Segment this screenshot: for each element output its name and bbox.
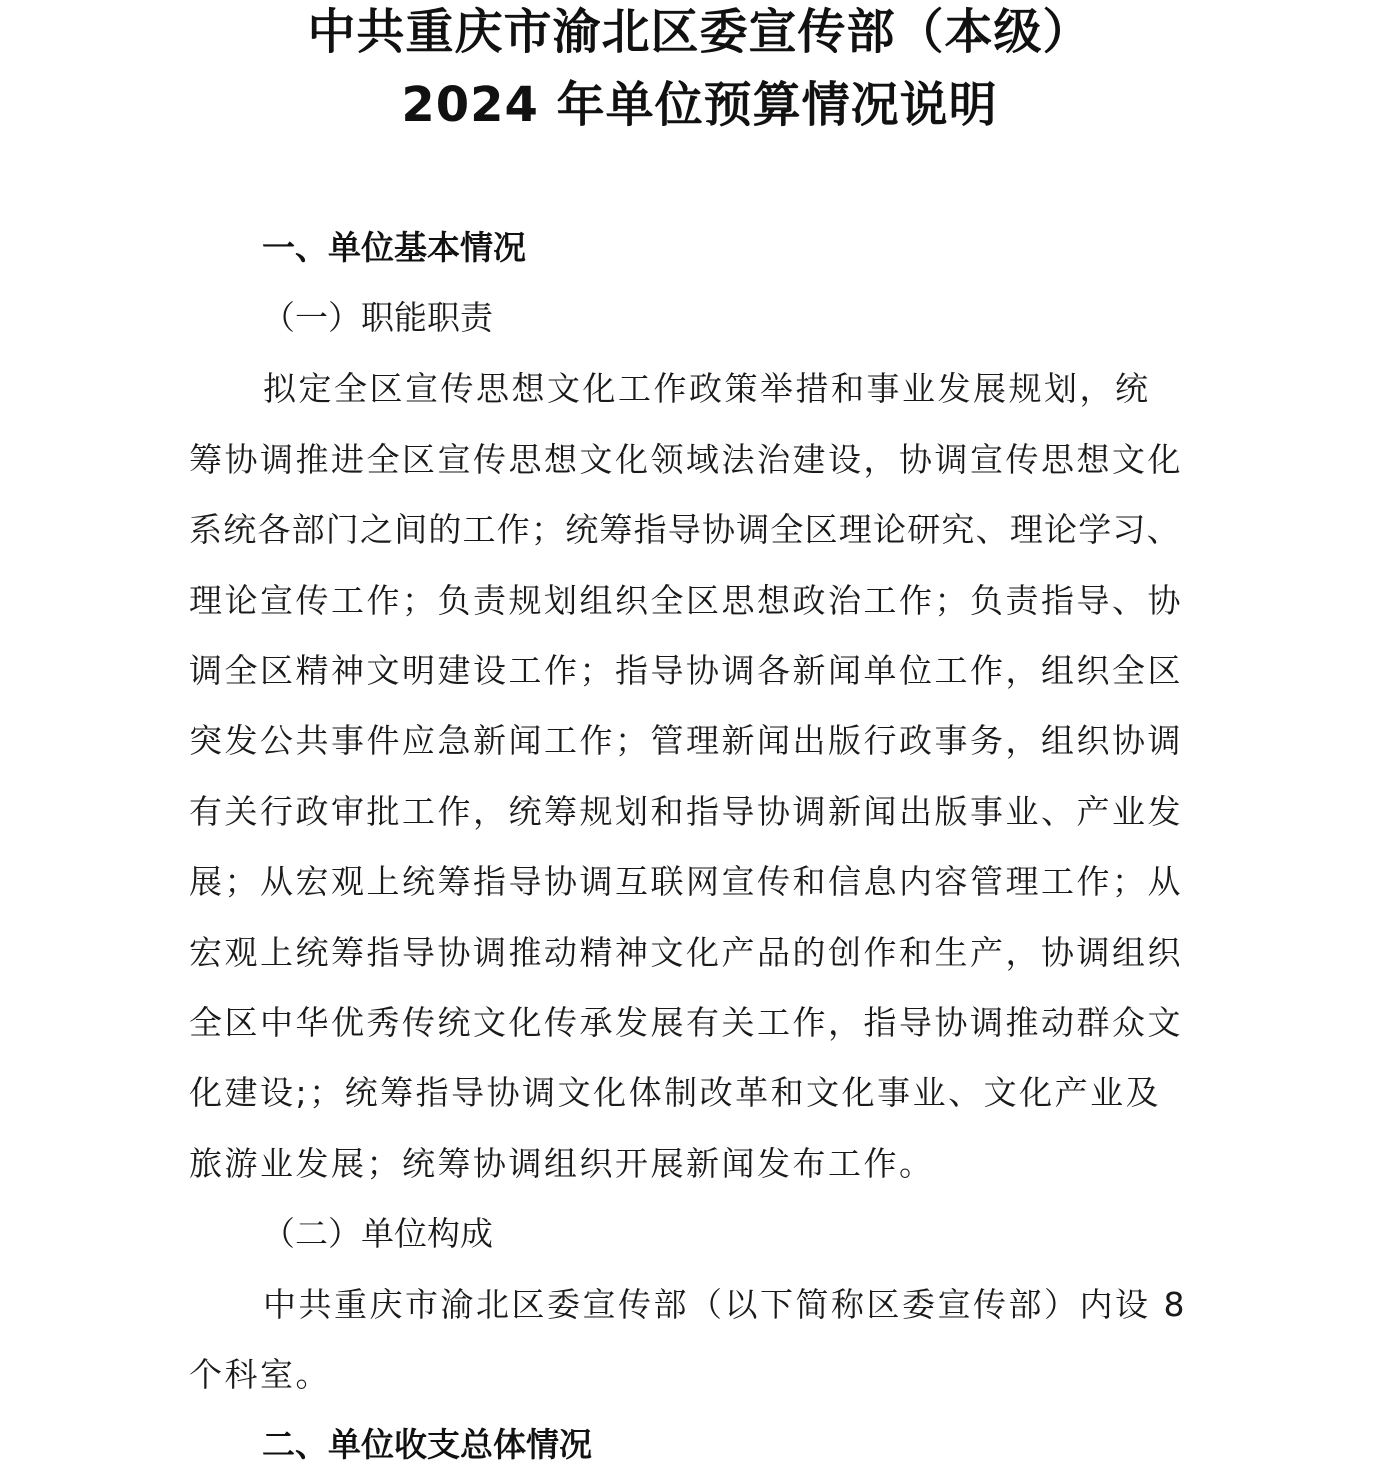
paragraph-line: 突发公共事件应急新闻工作；管理新闻出版行政事务，组织协调 [189, 721, 1183, 760]
paragraph-line: 旅游业发展；统筹协调组织开展新闻发布工作。 [189, 1144, 935, 1183]
document-title-line-1: 中共重庆市渝北区委宣传部（本级） [307, 4, 1092, 60]
paragraph-line: 筹协调推进全区宣传思想文化领域法治建设，协调宣传思想文化 [189, 440, 1183, 479]
subsection-1-heading: （一）职能职责 [262, 298, 493, 337]
paragraph-line: 有关行政审批工作，统筹规划和指导协调新闻出版事业、产业发 [189, 792, 1183, 831]
subsection-2-heading: （二）单位构成 [262, 1214, 493, 1253]
paragraph-line: 调全区精神文明建设工作；指导协调各新闻单位工作，组织全区 [189, 651, 1183, 690]
document-title-line-2: 2024 年单位预算情况说明 [401, 77, 998, 133]
section-2-heading: 二、单位收支总体情况 [262, 1425, 592, 1464]
paragraph-line: 化建设;；统筹指导协调文化体制改革和文化事业、文化产业及 [189, 1073, 1162, 1112]
paragraph-line: 系统各部门之间的工作；统筹指导协调全区理论研究、理论学习、 [189, 510, 1181, 549]
paragraph-line: 个科室。 [189, 1355, 331, 1394]
paragraph-line: 全区中华优秀传统文化传承发展有关工作，指导协调推动群众文 [189, 1003, 1183, 1042]
paragraph-line: 理论宣传工作；负责规划组织全区思想政治工作；负责指导、协 [189, 581, 1183, 620]
paragraph-line: 中共重庆市渝北区委宣传部（以下简称区委宣传部）内设 8 [263, 1285, 1187, 1324]
section-1-heading: 一、单位基本情况 [262, 228, 526, 267]
paragraph-line: 拟定全区宣传思想文化工作政策举措和事业发展规划，统 [263, 369, 1151, 408]
paragraph-line: 展；从宏观上统筹指导协调互联网宣传和信息内容管理工作；从 [189, 862, 1183, 901]
paragraph-line: 宏观上统筹指导协调推动精神文化产品的创作和生产，协调组织 [189, 933, 1183, 972]
